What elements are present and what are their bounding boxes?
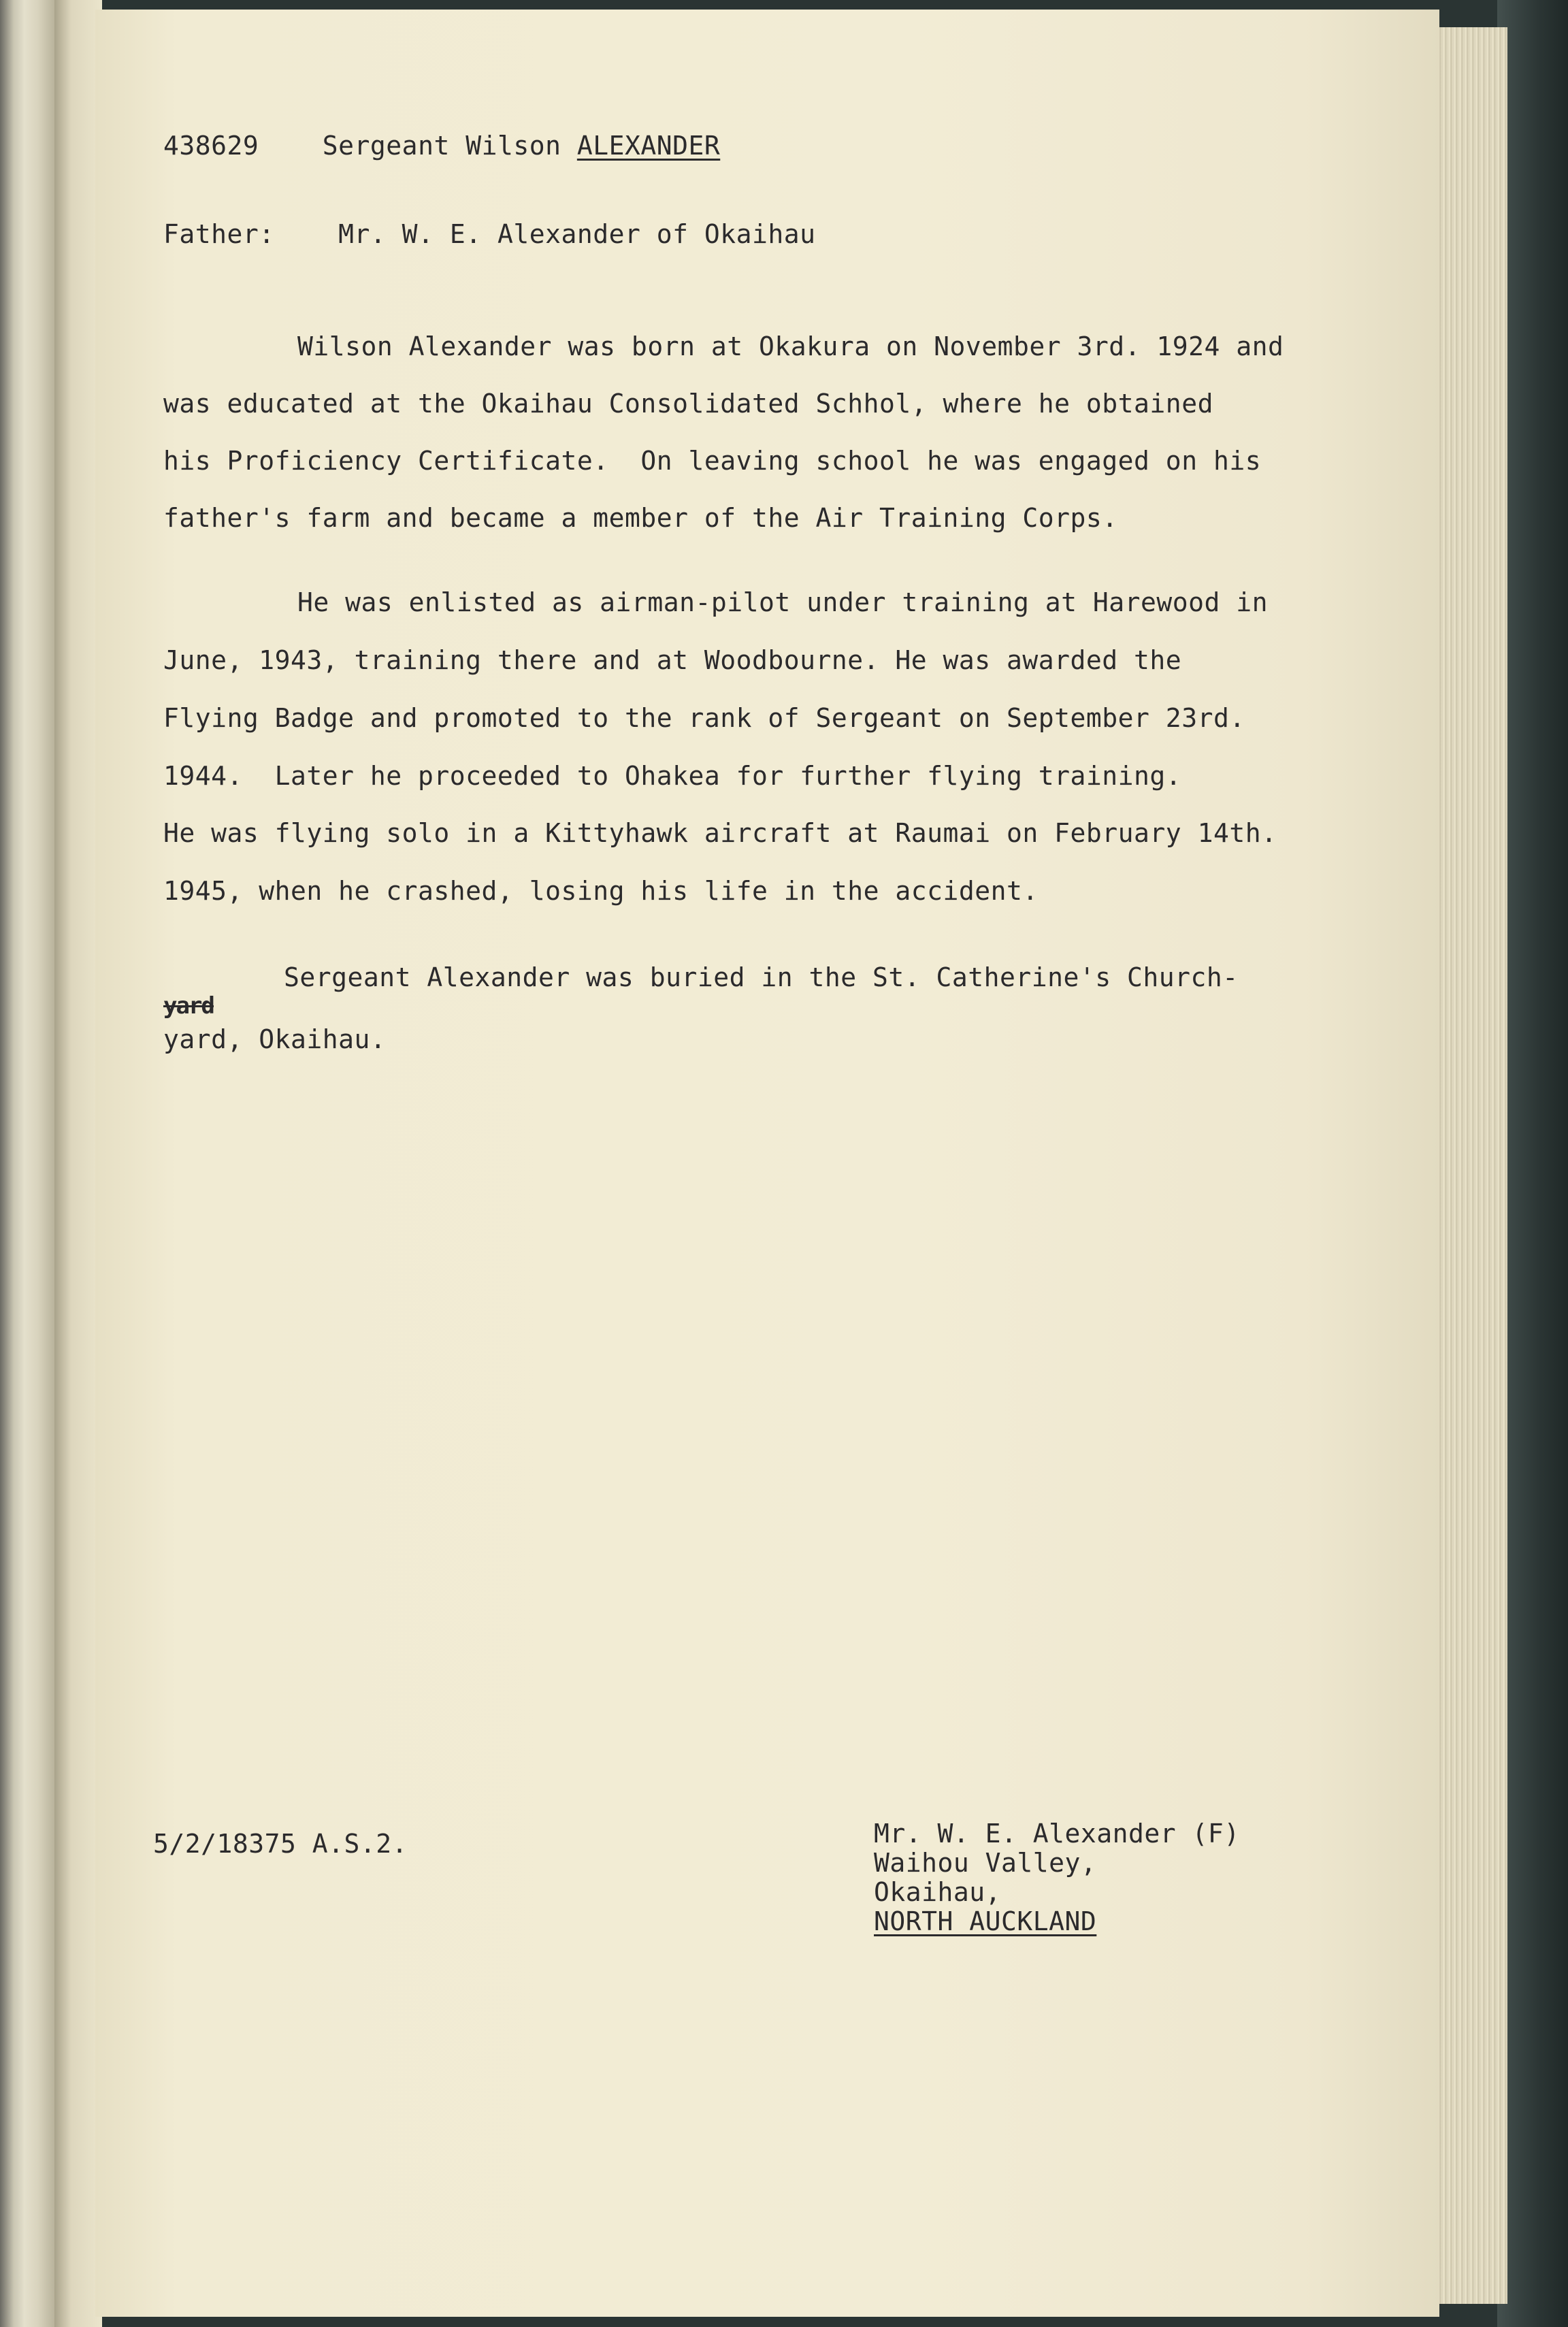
service-number: 438629 — [163, 131, 259, 161]
header-line — [163, 133, 720, 159]
father-value: Mr. W. E. Alexander of Okaihau — [338, 219, 816, 249]
book-cover-edge — [1497, 0, 1568, 2327]
left-facing-page — [0, 0, 54, 2327]
paragraph-3-line-1: Sergeant Alexander was buried in the St. Catherine's Church- — [284, 962, 1239, 992]
address-line-3: Okaihau, — [874, 1877, 1002, 1907]
father-label: Father: — [163, 219, 275, 249]
paragraph-3-continuation: yard, Okaihau. — [163, 1024, 387, 1054]
address-line-1: Mr. W. E. Alexander (F) — [874, 1819, 1240, 1849]
paragraph-1-line-1: Wilson Alexander was born at Okakura on November 3rd. 1924 and — [297, 331, 1284, 361]
paragraph-2-line-4: 1944. Later he proceeded to Ohakea for further flying training. — [163, 761, 1182, 791]
rank-name: Sergeant Wilson — [322, 131, 577, 161]
paragraph-1-line-2: was educated at the Okaihau Consolidated Schhol, where he obtained — [163, 389, 1213, 419]
address-line-4: NORTH AUCKLAND — [874, 1906, 1097, 1936]
address-line-2: Waihou Valley, — [874, 1848, 1097, 1878]
paragraph-2-line-2: June, 1943, training there and at Woodbourne. He was awarded the — [163, 645, 1182, 675]
paragraph-2-line-5: He was flying solo in a Kittyhawk aircraft at Raumai on February 14th. — [163, 818, 1277, 848]
paragraph-1-line-3: his Proficiency Certificate. On leaving school he was engaged on his — [163, 446, 1262, 476]
surname: ALEXANDER — [576, 131, 721, 161]
struck-out-word: yard — [163, 992, 214, 1020]
paragraph-2-line-6: 1945, when he crashed, losing his life in the accident. — [163, 876, 1039, 906]
paragraph-2-line-1: He was enlisted as airman-pilot under training at Harewood in — [297, 587, 1269, 617]
paragraph-2-line-3: Flying Badge and promoted to the rank of Sergeant on September 23rd. — [163, 703, 1245, 733]
paragraph-1-line-4: father's farm and became a member of the Air Training Corps. — [163, 503, 1118, 533]
father-line — [163, 221, 816, 247]
file-reference: 5/2/18375 A.S.2. — [153, 1829, 408, 1859]
